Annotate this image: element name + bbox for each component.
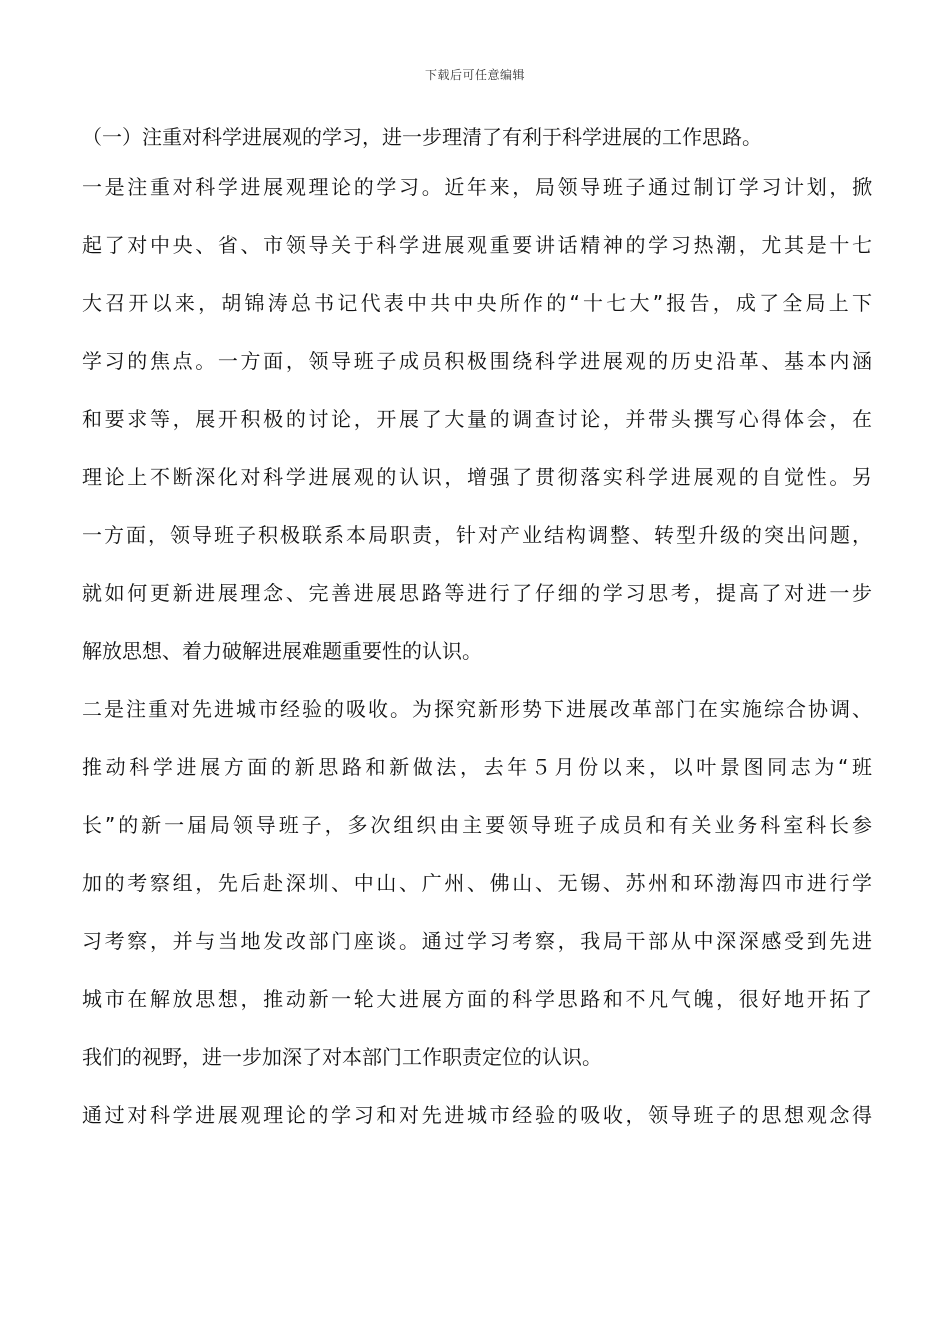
section-heading: （一）注重对科学进展观的学习，进一步理清了有利于科学进展的工作思路。 (82, 125, 762, 149)
text-line: 城市在解放思想，推动新一轮大进展方面的科学思路和不凡气魄，很好地开拓了 (82, 987, 872, 1011)
text-line: 一方面，领导班子积极联系本局职责，针对产业结构调整、转型升级的突出问题， (82, 523, 872, 547)
text-line: 我们的视野，进一步加深了对本部门工作职责定位的认识。 (82, 1045, 602, 1069)
paragraph-summary (82, 1086, 872, 1144)
text-line: 一是注重对科学进展观理论的学习。近年来，局领导班子通过制订学习计划，掀 (82, 175, 872, 199)
text-line: 推动科学进展方面的新思路和新做法，去年５月份以来，以叶景图同志为“班 (82, 755, 872, 779)
text-line: 二是注重对先进城市经验的吸收。为探究新形势下进展改革部门在实施综合协调、 (82, 697, 872, 721)
text-line: 起了对中央、省、市领导关于科学进展观重要讲话精神的学习热潮，尤其是十七 (82, 233, 872, 257)
text-line: 学习的焦点。一方面，领导班子成员积极围绕科学进展观的历史沿革、基本内涵 (82, 349, 872, 373)
text-line: 就如何更新进展理念、完善进展思路等进行了仔细的学习思考，提高了对进一步 (82, 581, 872, 605)
text-line: 习考察，并与当地发改部门座谈。通过学习考察，我局干部从中深深感受到先进 (82, 929, 872, 953)
document-body (82, 114, 872, 1144)
text-line: 大召开以来，胡锦涛总书记代表中共中央所作的“十七大”报告，成了全局上下 (82, 291, 872, 315)
text-line: 和要求等，展开积极的讨论，开展了大量的调查讨论，并带头撰写心得体会，在 (82, 407, 872, 431)
text-line: 解放思想、着力破解进展难题重要性的认识。 (82, 639, 482, 663)
page-header-note: 下载后可任意编辑 (424, 68, 525, 82)
text-line: 加的考察组，先后赴深圳、中山、广州、佛山、无锡、苏州和环渤海四市进行学 (82, 871, 872, 895)
text-line: 理论上不断深化对科学进展观的认识，增强了贯彻落实科学进展观的自觉性。另 (82, 465, 872, 489)
text-line: 通过对科学进展观理论的学习和对先进城市经验的吸收，领导班子的思想观念得 (82, 1103, 872, 1127)
paragraph-theory-study (82, 158, 872, 680)
paragraph-city-experience (82, 680, 872, 1086)
text-line: 长”的新一届局领导班子，多次组织由主要领导班子成员和有关业务科室科长参 (82, 813, 872, 837)
